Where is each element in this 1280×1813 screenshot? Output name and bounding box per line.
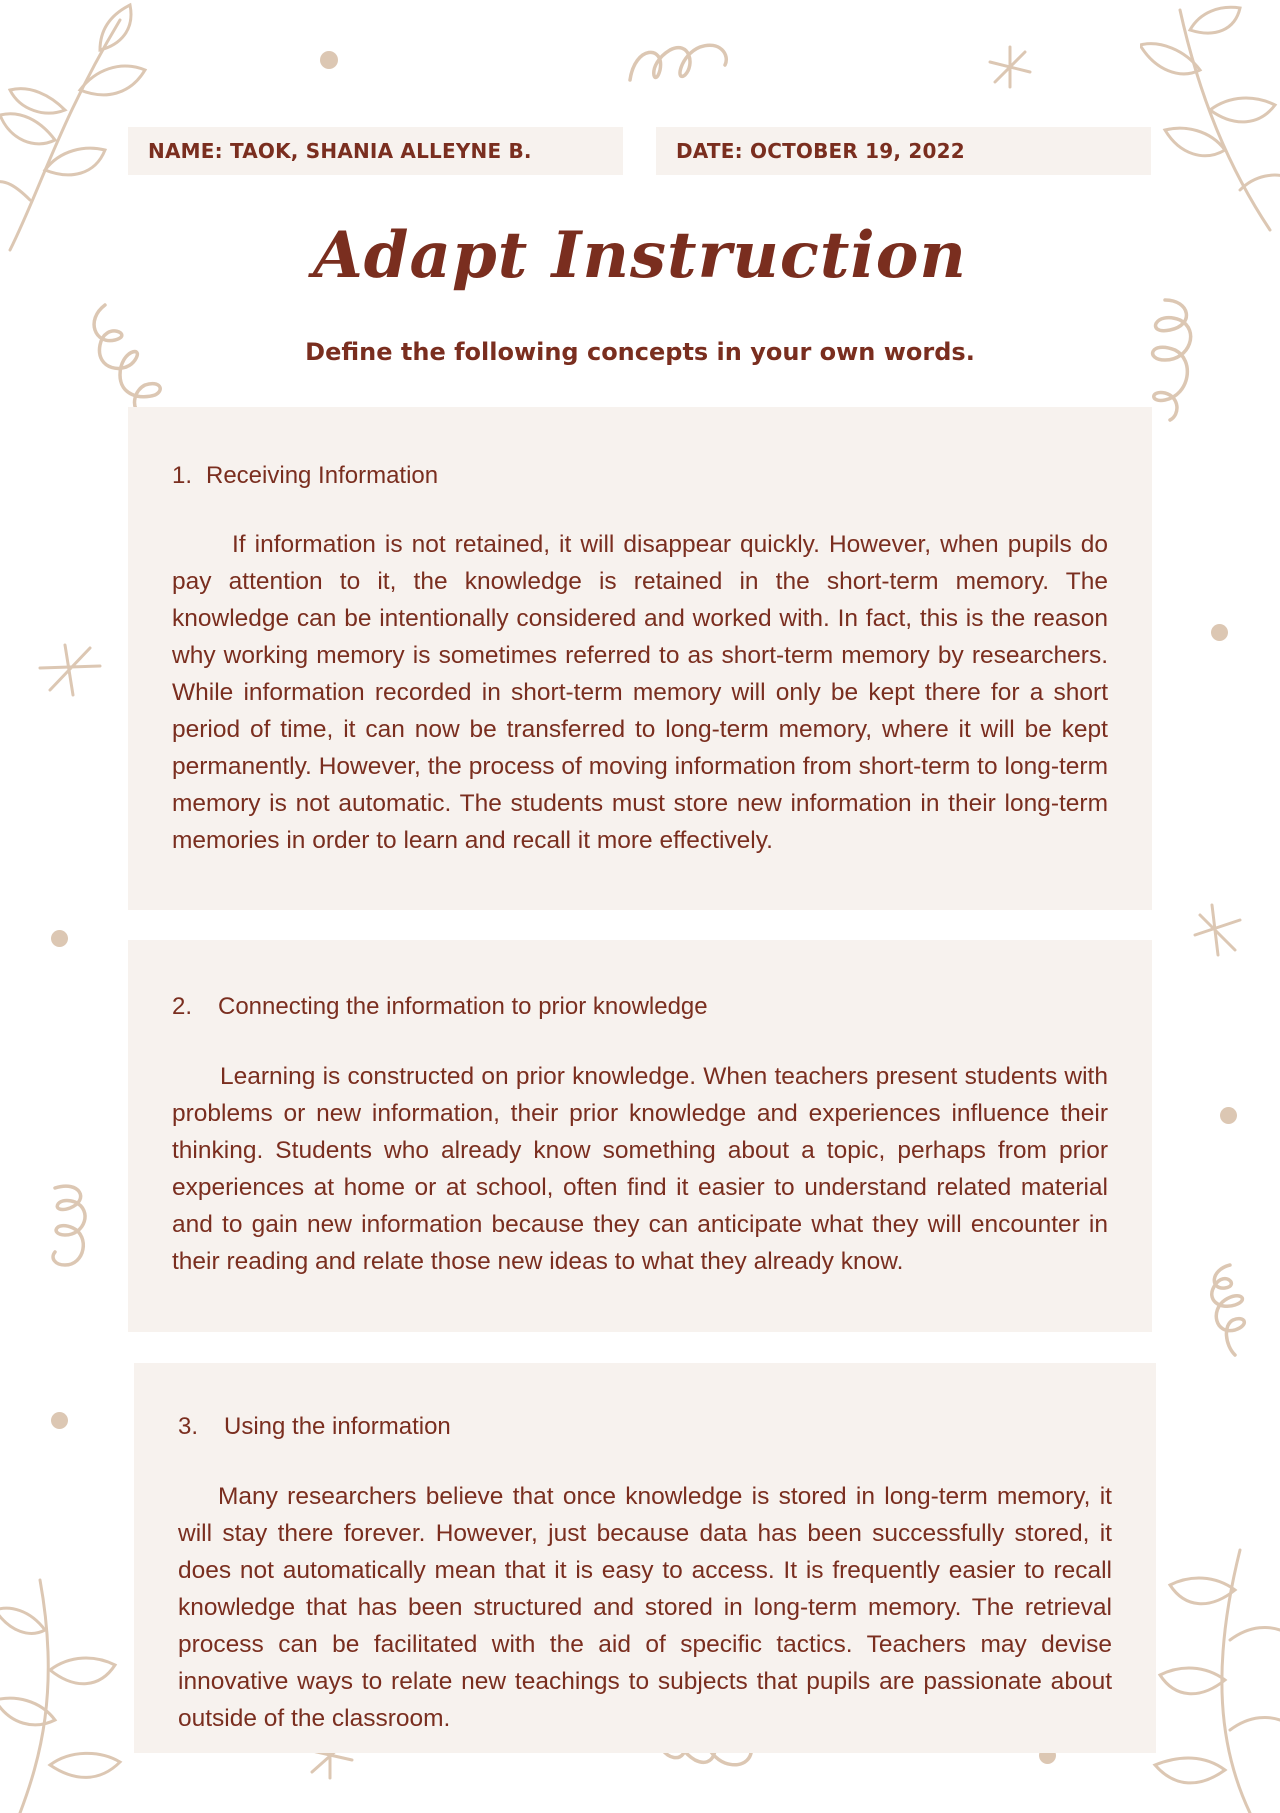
concept-title: Connecting the information to prior knowledge xyxy=(218,993,708,1020)
concept-heading xyxy=(172,462,1108,490)
concept-definition: Many researchers believe that once knowledge is stored in long-term memory, it will stay there forever. However, just because data has been successfully stored, it does not automatically mean that it is easy to access. It is frequently easier to recall knowledge that has been structured and stored in long-term memory. The retrieval process can be facilitated with the aid of specific tactics. Teachers may devise innovative ways to relate new teachings to subjects that pupils are passionate about outside of the classroom. xyxy=(178,1483,1112,1732)
swirl-icon xyxy=(1195,1260,1255,1360)
concept-heading xyxy=(178,1413,1112,1441)
leaf-branch-icon xyxy=(0,1570,150,1813)
dot-icon xyxy=(51,1412,68,1429)
name-text: NAME: TAOK, SHANIA ALLEYNE B. xyxy=(148,139,532,163)
leaf-branch-icon xyxy=(1140,0,1280,240)
concept-card-receiving-information xyxy=(128,407,1152,910)
dot-icon xyxy=(320,51,338,69)
dot-icon xyxy=(1220,1107,1237,1124)
concept-definition: Learning is constructed on prior knowledge. When teachers present students with problems or new information, their prior knowledge and experiences influence their thinking. Students who already know something about a topic, perhaps from prior experiences at home or at school, often find it easier to understand related material and to gain new information because they can anticipate what they will encounter in their reading and relate those new ideas to what they already know. xyxy=(172,1063,1108,1275)
concept-number: 2. xyxy=(172,993,193,1020)
page-title: Adapt Instruction xyxy=(313,218,967,293)
asterisk-icon xyxy=(1190,900,1245,960)
concept-number: 3. xyxy=(178,1413,199,1440)
dot-icon xyxy=(51,930,68,947)
date-field xyxy=(656,127,1151,175)
concept-card-connecting-information xyxy=(128,940,1152,1332)
concept-number: 1. xyxy=(172,462,193,489)
instructions: Define the following concepts in your own words. xyxy=(305,338,975,366)
concept-title: Receiving Information xyxy=(206,462,439,489)
concept-definition: If information is not retained, it will disappear quickly. However, when pupils do pay attention to it, the knowledge is retained in the short-term memory. The knowledge can be intentionally considered and worked with. In fact, this is the reason why working memory is sometimes referred to as short-term memory by researchers. While information recorded in short-term memory will only be kept there for a short period of time, it can now be transferred to long-term memory, where it will be kept permanently. However, the process of moving information from short-term to long-term memory is not automatic. The students must store new information in their long-term memories in order to learn and recall it more effectively. xyxy=(172,531,1108,854)
concept-heading xyxy=(172,993,1108,1021)
concept-card-using-information xyxy=(134,1363,1156,1753)
swirl-icon xyxy=(45,1180,95,1280)
swirl-icon xyxy=(625,35,735,90)
asterisk-icon xyxy=(35,640,105,700)
concept-title: Using the information xyxy=(224,1413,451,1440)
date-text: DATE: OCTOBER 19, 2022 xyxy=(676,139,965,163)
dot-icon xyxy=(1211,624,1228,641)
asterisk-icon xyxy=(985,42,1035,92)
leaf-branch-icon xyxy=(1140,1530,1280,1813)
name-field xyxy=(128,127,623,175)
